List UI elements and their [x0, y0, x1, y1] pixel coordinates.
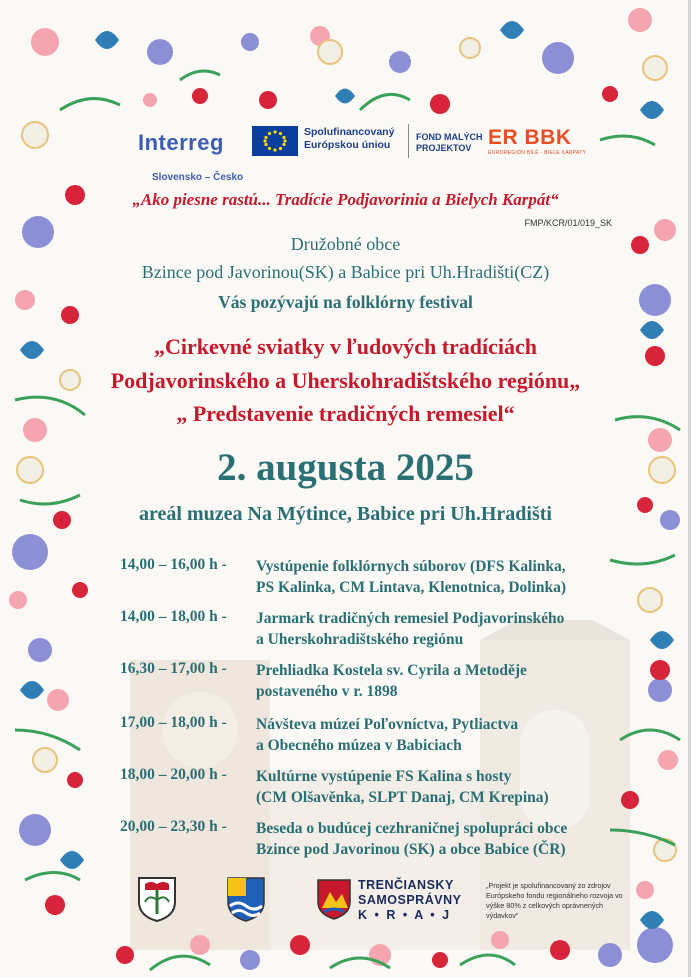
schedule-desc-line: Jarmark tradičných remesiel Podjavorinského — [256, 610, 565, 627]
schedule-desc — [256, 660, 636, 702]
schedule-desc-line: Kultúrne vystúpenie FS Kalina s hosty — [256, 768, 512, 785]
eu-cofinanced-text — [304, 126, 414, 152]
schedule-time: 16,30 – 17,00 h - — [120, 660, 227, 677]
erbbk-logo: ER BBK — [488, 126, 572, 149]
schedule-time: 14,00 – 16,00 h - — [120, 556, 227, 573]
logo-divider — [408, 124, 409, 158]
tsk-line3: K • R • A • J — [358, 908, 452, 922]
project-code: FMP/KCR/01/019_SK — [524, 218, 612, 228]
intro-line-1: Družobné obce — [290, 234, 401, 254]
schedule-desc — [256, 818, 636, 860]
schedule-desc-line: (CM Olšavěnka, SLPT Danaj, CM Krepina) — [256, 789, 549, 806]
interreg-logo: Interreg — [138, 130, 224, 155]
schedule-desc-line: Vystúpenie folklórnych súborov (DFS Kalinka, — [256, 558, 566, 575]
schedule-desc — [256, 608, 636, 650]
schedule-desc-line: Prehliadka Kostela sv. Cyrila a Metoděje — [256, 662, 527, 679]
interreg-region: Slovensko – Česko — [152, 172, 244, 183]
eu-text-line2: Európskou úniou — [304, 139, 391, 151]
fmp-logo — [416, 132, 486, 154]
schedule-desc-line: Bzince pod Javorinou (SK) a obce Babice (ČR) — [256, 841, 566, 858]
tsk-line1: TRENČIANSKY — [358, 878, 454, 892]
bzince-coat-of-arms-icon — [137, 876, 177, 922]
tsk-crest-icon — [316, 878, 352, 920]
eu-text-line1: Spolufinancovaný — [304, 126, 395, 138]
festival-date: 2. augusta 2025 — [217, 446, 474, 489]
schedule-time: 20,00 – 23,30 h - — [120, 818, 227, 835]
festival-title-1: „Cirkevné sviatky v ľudových tradíciách — [153, 334, 538, 359]
schedule-time: 17,00 – 18,00 h - — [120, 714, 227, 731]
schedule-desc — [256, 766, 636, 808]
schedule-desc-line: a Obecného múzea v Babiciach — [256, 737, 462, 754]
festival-title-2: Podjavorinského a Uherskohradištského regiónu„ — [110, 368, 581, 393]
babice-coat-of-arms-icon — [226, 876, 266, 922]
tsk-line2: SAMOSPRÁVNY — [358, 893, 462, 907]
schedule-time: 14,00 – 18,00 h - — [120, 608, 227, 625]
schedule-desc-line: Návšteva múzeí Poľovníctva, Pytliactva — [256, 716, 519, 733]
fmp-line1: FOND MALÝCH — [416, 132, 483, 142]
motto: „Ako piesne rastú... Tradície Podjavorinia a Bielych Karpát“ — [132, 190, 559, 209]
festival-venue: areál muzea Na Mýtince, Babice pri Uh.Hradišti — [139, 503, 552, 525]
eu-flag-icon — [252, 126, 298, 156]
schedule-desc-line: PS Kalinka, CM Lintava, Klenotnica, Dolinka) — [256, 579, 567, 596]
intro-line-3: Vás pozývajú na folklórny festival — [218, 292, 473, 312]
header-logos — [138, 124, 598, 183]
erbbk-subtitle: EUROREGIÓN BÍLÉ - BIELE KARPATY — [488, 150, 587, 156]
schedule-desc — [256, 714, 636, 756]
intro-line-2: Bzince pod Javorinou(SK) a Babice pri Uh.Hradišti(CZ) — [141, 262, 550, 282]
schedule-time: 18,00 – 20,00 h - — [120, 766, 227, 783]
schedule-desc-line: a Uherskohradištského regiónu — [256, 631, 464, 648]
schedule-desc-line: Beseda o budúcej cezhraničnej spolupráci obce — [256, 820, 568, 837]
festival-title-3: „ Predstavenie tradičných remesiel“ — [176, 401, 515, 426]
funding-note: „Projekt je spolufinancovaný zo zdrojov Európskeho fondu regionálneho rozvoja vo výške 80% z celkových oprávnených výdavkov“ — [486, 881, 623, 920]
fmp-line2: PROJEKTOV — [416, 143, 472, 153]
tsk-logo-text — [358, 878, 461, 923]
schedule-desc-line: postaveného v r. 1898 — [256, 683, 398, 700]
schedule-desc — [256, 556, 636, 598]
